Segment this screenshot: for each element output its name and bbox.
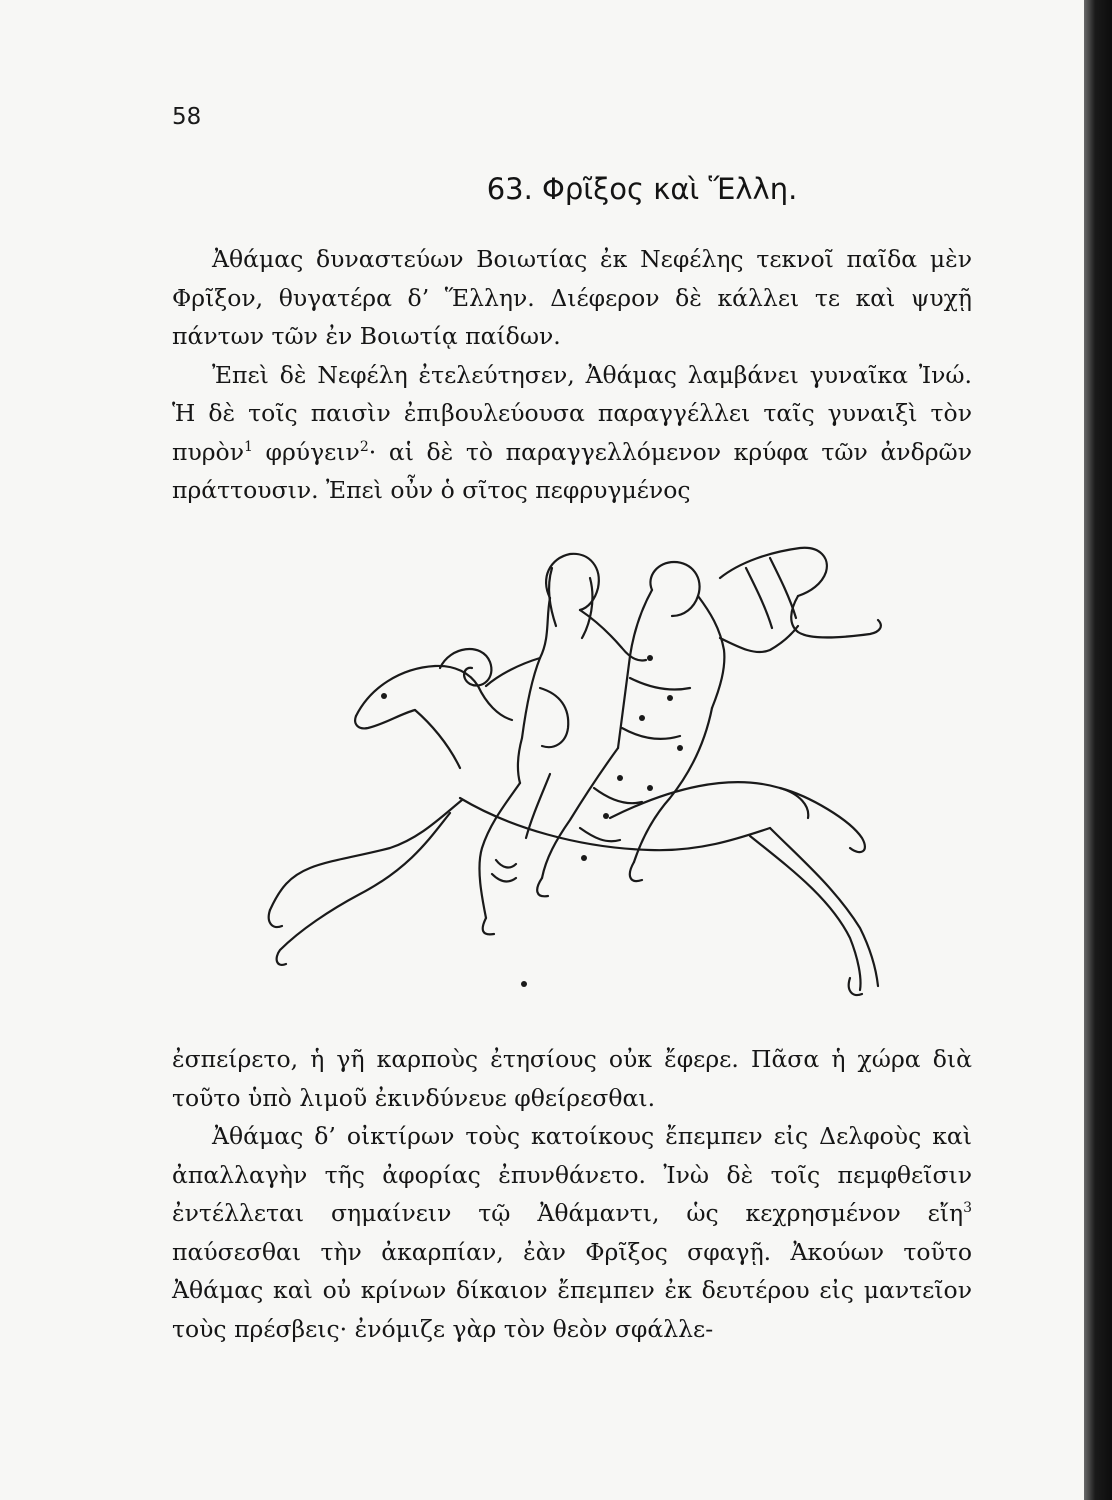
ram-with-riders-icon	[250, 538, 890, 1008]
paragraph: ἐσπείρετο, ἡ γῆ καρποὺς ἐτησίους οὐκ ἔφερε. Πᾶσα ἡ χώρα διὰ τοῦτο ὑπὸ λιμοῦ ἐκινδύνευε φθείρεσθαι.	[172, 1045, 972, 1112]
paragraph	[172, 356, 972, 510]
text-block-lower	[172, 1040, 972, 1348]
page-number: 58	[172, 104, 202, 130]
paragraph-text: Ἀθάμας δ’ οἰκτίρων τοὺς κατοίκους ἔπεμπεν εἰς Δελφοὺς καὶ ἀπαλλαγὴν τῆς ἀφορίας ἐπυνθάνετο. Ἰνὼ δὲ τοῖς πεμφθεῖσιν ἐντέλλεται σημαίνειν τῷ Ἀθάμαντι, ὡς κεχρησμένον εἴη	[172, 1122, 972, 1227]
paragraph-text: Ἐπεὶ δὲ Νεφέλη ἐτελεύτησεν, Ἀθάμας λαμβάνει γυναῖκα Ἰνώ. Ἡ δὲ τοῖς παισὶν ἐπιβουλεύουσα παραγγέλλει ταῖς γυναιξὶ τὸν πυρὸν	[172, 360, 972, 466]
paragraph-text: φρύγειν	[252, 437, 360, 466]
chapter-title: 63. Φρῖξος καὶ Ἕλλη.	[486, 172, 798, 206]
paragraph: Ἀθάμας δυναστεύων Βοιωτίας ἐκ Νεφέλης τεκνοῖ παῖδα μὲν Φρῖξον, θυγατέρα δ’ Ἕλλην. Διέφερον δὲ κάλλει τε καὶ ψυχῇ πάντων τῶν ἐν Βοιωτίᾳ παίδων.	[172, 245, 972, 350]
paragraph-text: παύσεσθαι τὴν ἀκαρπίαν, ἐὰν Φρῖξος σφαγῇ. Ἀκούων τοῦτο Ἀθάμας καὶ οὐ κρίνων δίκαιον ἔπεμπεν ἐκ δευτέρου εἰς μαντεῖον τοὺς πρέσβεις· ἐνόμιζε γὰρ τὸν θεὸν σφάλλε-	[172, 1237, 972, 1343]
footnote-marker: 1	[243, 438, 253, 455]
illustration-drawing	[250, 538, 890, 1008]
paragraph	[172, 1117, 972, 1348]
footnote-marker: 3	[963, 1200, 972, 1217]
text-block-upper	[172, 240, 972, 510]
book-spine-edge	[1084, 0, 1112, 1500]
footnote-marker: 2	[359, 438, 369, 455]
paragraph-text: · αἱ δὲ τὸ παραγγελλόμενον κρύφα τῶν ἀνδρῶν πράττουσιν. Ἐπεὶ οὖν ὁ σῖτος πεφρυγμένος	[172, 437, 973, 504]
